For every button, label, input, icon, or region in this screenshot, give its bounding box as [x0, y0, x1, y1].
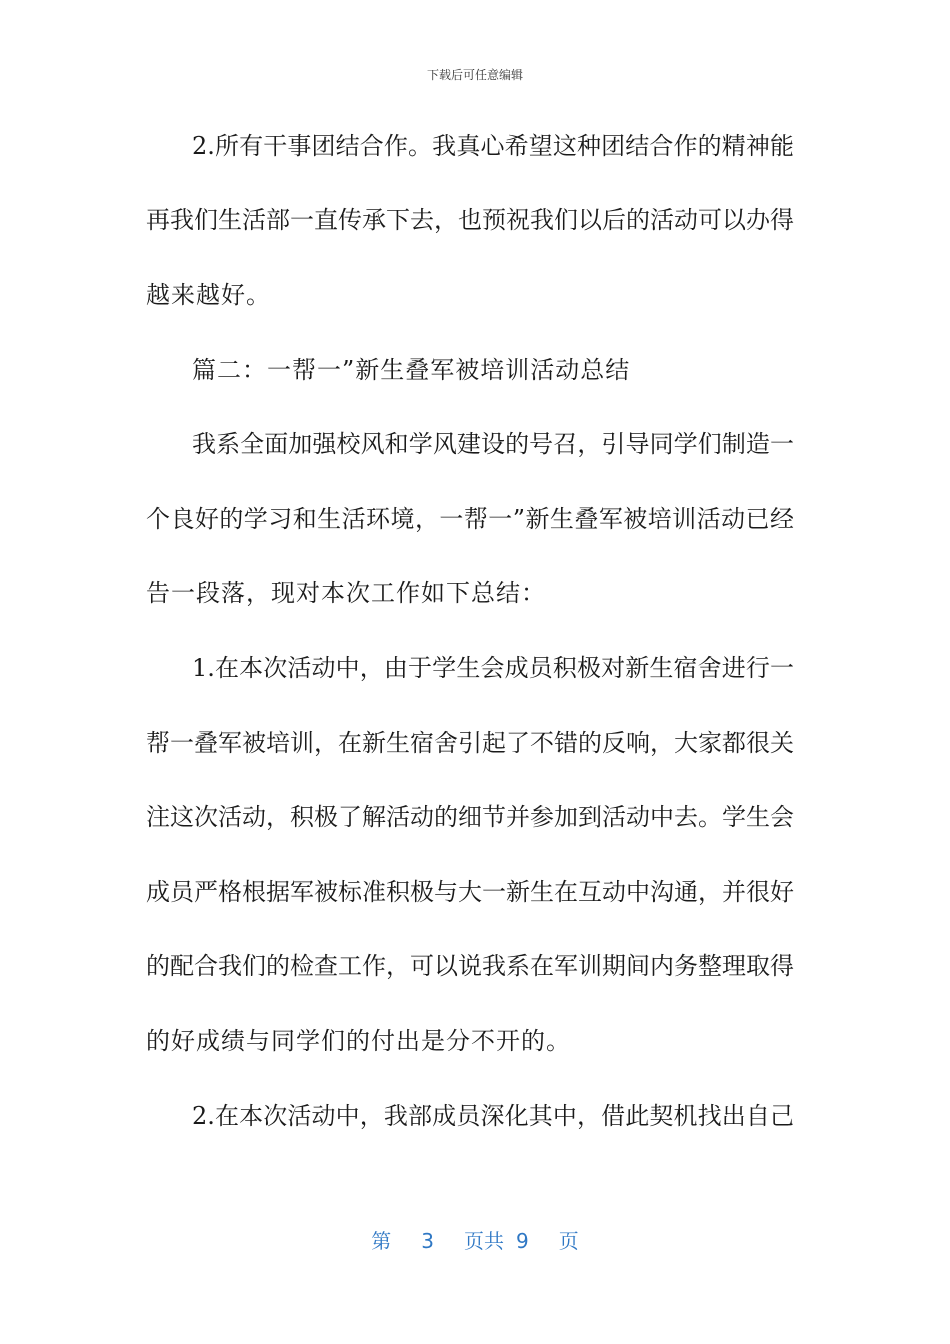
paragraph-line: 2.所有干事团结合作。我真心希望这种团结合作的精神能	[192, 132, 794, 160]
footer-prefix: 第	[371, 1229, 392, 1253]
footer-current-page: 3	[421, 1229, 434, 1253]
page-footer	[0, 1225, 950, 1254]
paragraph-line: 我系全面加强校风和学风建设的号召，引导同学们制造一	[192, 430, 794, 458]
footer-total-pages: 9	[516, 1229, 529, 1253]
paragraph-line: 越来越好。	[146, 281, 271, 309]
paragraph-line: 再我们生活部一直传承下去，也预祝我们以后的活动可以办得	[146, 206, 794, 234]
footer-suffix: 页	[558, 1229, 579, 1253]
paragraph-line: 的配合我们的检查工作，可以说我系在军训期间内务整理取得	[146, 952, 794, 980]
footer-middle: 页共	[464, 1229, 504, 1253]
paragraph-line: 成员严格根据军被标准积极与大一新生在互动中沟通，并很好	[146, 878, 794, 906]
paragraph-line: 告一段落，现对本次工作如下总结：	[146, 579, 546, 607]
page-header: 下载后可任意编辑	[426, 68, 523, 82]
paragraph-line: 帮一叠军被培训，在新生宿舍引起了不错的反响，大家都很关	[146, 729, 794, 757]
paragraph-line: 的好成绩与同学们的付出是分不开的。	[146, 1027, 571, 1055]
paragraph-line: 1.在本次活动中，由于学生会成员积极对新生宿舍进行一	[192, 654, 794, 682]
section-heading: 篇二：一帮一”新生叠军被培训活动总结	[192, 356, 631, 384]
paragraph-line: 2.在本次活动中，我部成员深化其中，借此契机找出自己	[192, 1102, 794, 1130]
paragraph-line: 个良好的学习和生活环境，一帮一”新生叠军被培训活动已经	[146, 505, 794, 533]
paragraph-line: 注这次活动，积极了解活动的细节并参加到活动中去。学生会	[146, 803, 794, 831]
